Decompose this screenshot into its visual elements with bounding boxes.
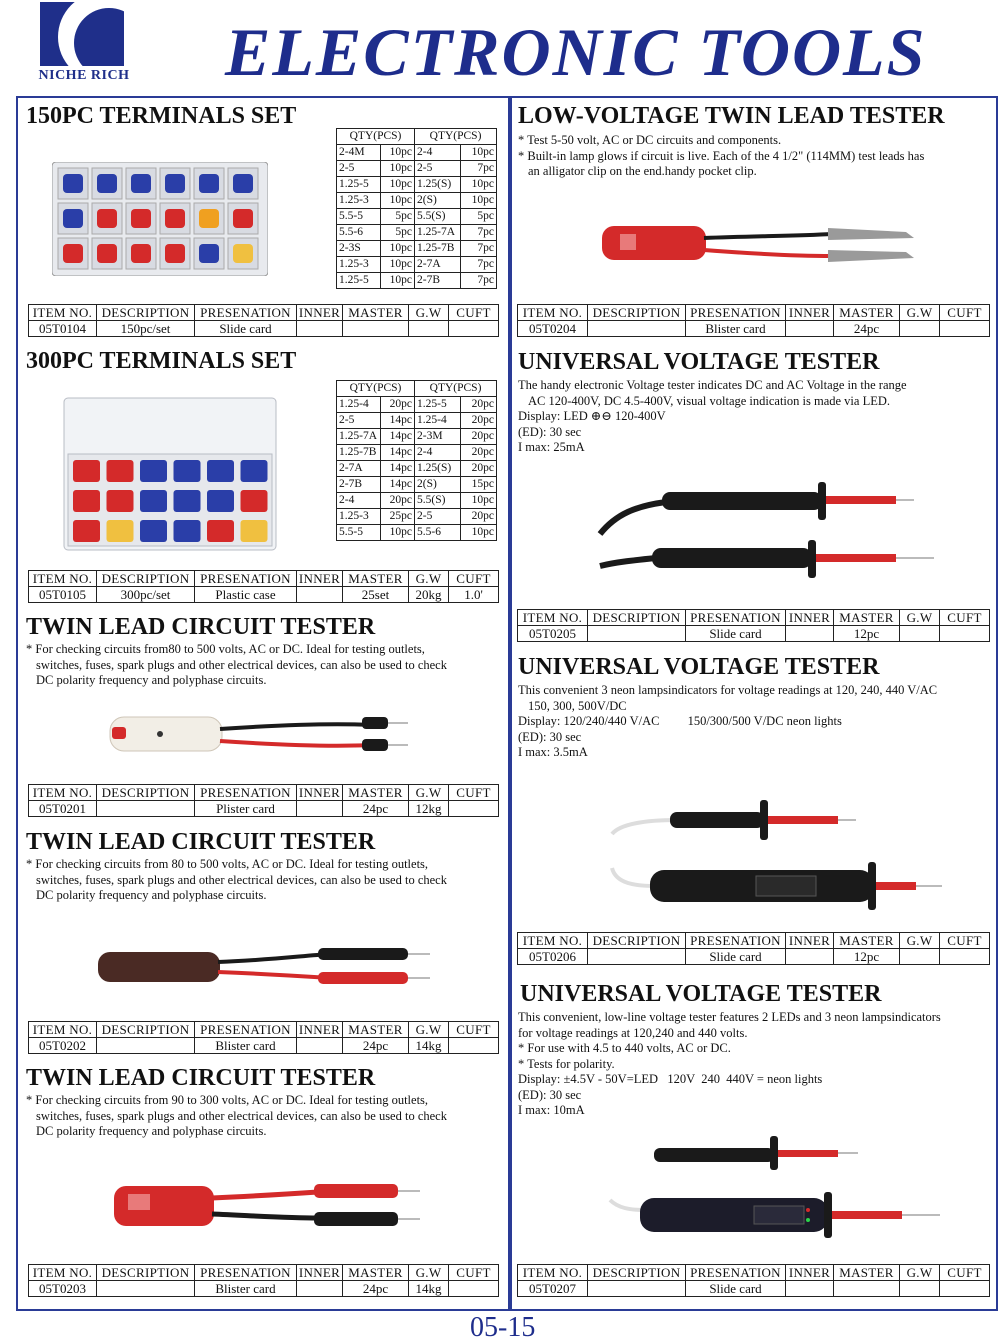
terminal-size: 2-4M: [337, 145, 381, 161]
table-cell: 05T0205: [518, 626, 588, 642]
column-header: DESCRIPTION: [97, 1022, 195, 1038]
column-header: INNER: [786, 610, 834, 626]
qty-count: 10pc: [461, 193, 497, 209]
column-header: CUFT: [940, 305, 990, 321]
product-description: This convenient 3 neon lampsindicators for voltage readings at 120, 240, 440 V/AC 150, 300, 500V/DC Display: 120/240/440 V/AC 150/300/500 V/DC neon lights (ED): 30 sec I max: 3.5mA: [518, 683, 938, 759]
column-header: ITEM NO.: [29, 1265, 97, 1281]
terminal-kit-300-image: [62, 396, 278, 552]
terminal-size: 2-4: [415, 145, 461, 161]
qty-row: [337, 273, 497, 289]
qty-table-150: [336, 128, 497, 289]
qty-table-300: [336, 380, 497, 541]
column-header: INNER: [786, 1265, 834, 1281]
terminal-size: 2-4: [415, 445, 461, 461]
table-row: [518, 321, 990, 337]
table-cell: 12pc: [834, 949, 900, 965]
table-cell: Slide card: [686, 1281, 786, 1297]
table-cell: 24pc: [343, 1038, 409, 1054]
terminal-size: 1.25-5: [415, 397, 461, 413]
qty-row: [337, 461, 497, 477]
table-cell: [900, 626, 940, 642]
qty-row: [337, 413, 497, 429]
table-cell: [449, 1281, 499, 1297]
item-table-05T0207: [517, 1264, 990, 1297]
column-header: PRESENATION: [686, 305, 786, 321]
column-header: CUFT: [449, 571, 499, 587]
table-row: [518, 1281, 990, 1297]
column-header: ITEM NO.: [29, 571, 97, 587]
column-header: G.W: [409, 1022, 449, 1038]
table-cell: [940, 321, 990, 337]
item-table-05T0202: [28, 1021, 499, 1054]
qty-count: 20pc: [461, 397, 497, 413]
item-table-05T0206: [517, 932, 990, 965]
table-cell: 24pc: [343, 801, 409, 817]
table-cell: [786, 1281, 834, 1297]
qty-header: QTY(PCS): [415, 129, 497, 145]
column-header: MASTER: [343, 785, 409, 801]
qty-row: [337, 145, 497, 161]
terminal-size: 1.25-7B: [337, 445, 381, 461]
qty-count: 10pc: [381, 525, 415, 541]
page-title: ELECTRONIC TOOLS: [225, 14, 927, 90]
qty-count: 5pc: [461, 209, 497, 225]
column-header: INNER: [297, 1265, 343, 1281]
column-header: MASTER: [834, 305, 900, 321]
table-cell: 05T0201: [29, 801, 97, 817]
table-cell: [834, 1281, 900, 1297]
qty-count: 20pc: [381, 397, 415, 413]
column-header: DESCRIPTION: [97, 1265, 195, 1281]
column-header: ITEM NO.: [518, 933, 588, 949]
table-header-row: [29, 571, 499, 587]
product-description: * For checking circuits from 90 to 300 volts, AC or DC. Ideal for testing outlets, switches, fuses, spark plugs and other electrical devices, can also be used to check DC polarity frequency and polyphase circuits.: [26, 1093, 447, 1138]
terminal-size: 5.5-5: [337, 209, 381, 225]
table-header-row: [518, 933, 990, 949]
terminal-size: 2(S): [415, 477, 461, 493]
table-cell: [588, 1281, 686, 1297]
qty-count: 25pc: [381, 509, 415, 525]
table-cell: [297, 1281, 343, 1297]
qty-count: 10pc: [381, 161, 415, 177]
qty-count: 10pc: [381, 145, 415, 161]
column-header: INNER: [786, 933, 834, 949]
column-header: PRESENATION: [195, 571, 297, 587]
table-cell: [588, 949, 686, 965]
product-heading: LOW-VOLTAGE TWIN LEAD TESTER: [518, 103, 945, 129]
table-cell: [449, 321, 499, 337]
column-header: PRESENATION: [195, 1022, 297, 1038]
item-table-300pc: [28, 570, 499, 603]
table-row: [29, 1038, 499, 1054]
column-header: CUFT: [940, 933, 990, 949]
universal-voltage-tester-led-image: [596, 474, 942, 578]
terminal-size: 5.5-6: [337, 225, 381, 241]
qty-count: 5pc: [381, 225, 415, 241]
table-cell: 300pc/set: [97, 587, 195, 603]
table-row: [518, 949, 990, 965]
qty-header: QTY(PCS): [337, 381, 415, 397]
terminal-size: 2-3S: [337, 241, 381, 257]
logo-text: NICHE RICH: [38, 68, 130, 83]
table-cell: Blister card: [195, 1038, 297, 1054]
table-cell: 20kg: [409, 587, 449, 603]
table-cell: 05T0104: [29, 321, 97, 337]
terminal-size: 2-5: [415, 509, 461, 525]
terminal-size: 2-7A: [337, 461, 381, 477]
qty-count: 7pc: [461, 225, 497, 241]
item-table-05T0201: [28, 784, 499, 817]
twin-lead-tester-red-image: [108, 1170, 428, 1242]
column-header: ITEM NO.: [518, 610, 588, 626]
terminal-size: 1.25(S): [415, 177, 461, 193]
item-table-150pc: [28, 304, 499, 337]
product-heading: TWIN LEAD CIRCUIT TESTER: [26, 829, 376, 855]
product-heading: UNIVERSAL VOLTAGE TESTER: [518, 349, 880, 375]
table-cell: [588, 321, 686, 337]
qty-count: 7pc: [461, 161, 497, 177]
terminal-size: 2-4: [337, 493, 381, 509]
table-cell: 05T0202: [29, 1038, 97, 1054]
column-header: PRESENATION: [195, 785, 297, 801]
column-header: CUFT: [449, 305, 499, 321]
product-heading: TWIN LEAD CIRCUIT TESTER: [26, 614, 376, 640]
product-heading: UNIVERSAL VOLTAGE TESTER: [518, 654, 880, 680]
qty-row: [337, 429, 497, 445]
table-cell: [297, 587, 343, 603]
product-heading: 300PC TERMINALS SET: [26, 348, 297, 374]
qty-row: [337, 477, 497, 493]
column-header: CUFT: [449, 785, 499, 801]
column-header: INNER: [297, 785, 343, 801]
table-row: [29, 801, 499, 817]
product-heading: 150PC TERMINALS SET: [26, 103, 297, 129]
qty-count: 20pc: [461, 413, 497, 429]
table-cell: 14kg: [409, 1038, 449, 1054]
table-row: [29, 321, 499, 337]
table-header-row: [29, 785, 499, 801]
column-header: G.W: [409, 785, 449, 801]
qty-count: 10pc: [381, 257, 415, 273]
table-cell: 25set: [343, 587, 409, 603]
column-header: DESCRIPTION: [588, 933, 686, 949]
column-header: G.W: [409, 571, 449, 587]
qty-count: 14pc: [381, 445, 415, 461]
terminal-size: 5.5-6: [415, 525, 461, 541]
qty-count: 20pc: [461, 509, 497, 525]
qty-count: 10pc: [381, 193, 415, 209]
table-header-row: [518, 305, 990, 321]
qty-count: 14pc: [381, 461, 415, 477]
column-header: PRESENATION: [195, 1265, 297, 1281]
qty-count: 10pc: [461, 177, 497, 193]
qty-count: 20pc: [461, 461, 497, 477]
table-cell: [297, 801, 343, 817]
table-row: [518, 626, 990, 642]
column-header: G.W: [409, 1265, 449, 1281]
product-description: This convenient, low-line voltage tester features 2 LEDs and 3 neon lampsindicators for voltage readings at 120,240 and 440 volts. * For use with 4.5 to 440 volts, AC or DC. * Tests for polarity. Display: ±4.5V - 50V=LED 120V 240 440V = neon lights (ED): 30 sec I max: 10mA: [518, 1010, 941, 1117]
terminal-size: 2-5: [415, 161, 461, 177]
table-cell: [343, 321, 409, 337]
qty-row: [337, 193, 497, 209]
table-header-row: [518, 610, 990, 626]
qty-row: [337, 509, 497, 525]
table-cell: Slide card: [686, 626, 786, 642]
table-cell: 150pc/set: [97, 321, 195, 337]
item-table-05T0204: [517, 304, 990, 337]
table-row: [29, 587, 499, 603]
terminal-size: 1.25-3: [337, 257, 381, 273]
qty-count: 14pc: [381, 429, 415, 445]
qty-count: 14pc: [381, 477, 415, 493]
terminal-size: 2(S): [415, 193, 461, 209]
qty-count: 15pc: [461, 477, 497, 493]
terminal-kit-150-image: [52, 162, 268, 276]
qty-row: [337, 397, 497, 413]
qty-row: [337, 161, 497, 177]
table-cell: 05T0206: [518, 949, 588, 965]
product-heading: UNIVERSAL VOLTAGE TESTER: [520, 981, 882, 1007]
table-cell: [97, 1281, 195, 1297]
table-cell: [409, 321, 449, 337]
terminal-size: 1.25-5: [337, 177, 381, 193]
table-header-row: [29, 1265, 499, 1281]
column-header: INNER: [297, 305, 343, 321]
product-description: * For checking circuits from 80 to 500 volts, AC or DC. Ideal for testing outlets, switches, fuses, spark plugs and other electrical devices, can also be used to check DC polarity frequency and polyphase circuits.: [26, 857, 447, 902]
qty-count: 10pc: [461, 145, 497, 161]
column-header: MASTER: [343, 305, 409, 321]
qty-row: [337, 493, 497, 509]
table-cell: [97, 1038, 195, 1054]
qty-row: [337, 177, 497, 193]
table-cell: 05T0204: [518, 321, 588, 337]
qty-count: 10pc: [381, 273, 415, 289]
item-table-05T0205: [517, 609, 990, 642]
table-cell: [940, 1281, 990, 1297]
terminal-size: 2-7B: [337, 477, 381, 493]
column-header: MASTER: [834, 1265, 900, 1281]
column-header: G.W: [900, 1265, 940, 1281]
column-header: MASTER: [343, 571, 409, 587]
product-description: The handy electronic Voltage tester indicates DC and AC Voltage in the range AC 120-400V, DC 4.5-400V, visual voltage indication is made via LED. Display: LED ⊕⊖ 120-400V (ED): 30 sec I max: 25mA: [518, 378, 907, 454]
column-header: ITEM NO.: [518, 305, 588, 321]
terminal-size: 2-7A: [415, 257, 461, 273]
table-cell: [297, 1038, 343, 1054]
terminal-size: 2-7B: [415, 273, 461, 289]
table-header-row: [518, 1265, 990, 1281]
table-cell: 05T0105: [29, 587, 97, 603]
table-cell: [786, 321, 834, 337]
qty-header-row: [337, 381, 497, 397]
table-cell: 24pc: [343, 1281, 409, 1297]
column-header: MASTER: [834, 610, 900, 626]
column-header: G.W: [900, 933, 940, 949]
column-header: CUFT: [449, 1265, 499, 1281]
table-cell: [449, 1038, 499, 1054]
terminal-size: 5.5(S): [415, 209, 461, 225]
table-cell: Blister card: [686, 321, 786, 337]
column-header: DESCRIPTION: [97, 571, 195, 587]
qty-header: QTY(PCS): [415, 381, 497, 397]
table-cell: [97, 801, 195, 817]
qty-row: [337, 209, 497, 225]
terminal-size: 2-5: [337, 413, 381, 429]
company-logo: [40, 2, 124, 66]
table-cell: [940, 949, 990, 965]
column-header: DESCRIPTION: [588, 610, 686, 626]
qty-count: 10pc: [461, 493, 497, 509]
table-cell: 05T0203: [29, 1281, 97, 1297]
column-header: CUFT: [940, 1265, 990, 1281]
terminal-size: 1.25(S): [415, 461, 461, 477]
table-cell: [940, 626, 990, 642]
column-header: DESCRIPTION: [588, 1265, 686, 1281]
qty-count: 10pc: [381, 177, 415, 193]
qty-count: 7pc: [461, 241, 497, 257]
table-cell: 12pc: [834, 626, 900, 642]
product-heading: TWIN LEAD CIRCUIT TESTER: [26, 1065, 376, 1091]
twin-lead-tester-white-image: [100, 705, 420, 765]
qty-count: 20pc: [461, 445, 497, 461]
terminal-size: 1.25-3: [337, 193, 381, 209]
terminal-size: 5.5(S): [415, 493, 461, 509]
table-cell: 24pc: [834, 321, 900, 337]
qty-row: [337, 257, 497, 273]
column-header: CUFT: [449, 1022, 499, 1038]
universal-voltage-tester-neon-image: [606, 794, 948, 918]
table-cell: [900, 321, 940, 337]
column-header: MASTER: [343, 1022, 409, 1038]
page-number: 05-15: [470, 1312, 536, 1343]
table-cell: Plister card: [195, 801, 297, 817]
qty-count: 7pc: [461, 257, 497, 273]
qty-count: 20pc: [381, 493, 415, 509]
terminal-size: 1.25-4: [337, 397, 381, 413]
terminal-size: 1.25-4: [415, 413, 461, 429]
terminal-size: 1.25-7A: [337, 429, 381, 445]
qty-count: 20pc: [461, 429, 497, 445]
column-header: ITEM NO.: [518, 1265, 588, 1281]
terminal-size: 1.25-7A: [415, 225, 461, 241]
table-cell: [297, 321, 343, 337]
terminal-size: 2-3M: [415, 429, 461, 445]
column-header: INNER: [297, 1022, 343, 1038]
column-header: CUFT: [940, 610, 990, 626]
terminal-size: 5.5-5: [337, 525, 381, 541]
table-cell: Slide card: [195, 321, 297, 337]
column-header: G.W: [409, 305, 449, 321]
qty-row: [337, 241, 497, 257]
qty-count: 10pc: [381, 241, 415, 257]
terminal-size: 1.25-5: [337, 273, 381, 289]
twin-lead-tester-brown-image: [90, 930, 440, 1004]
column-header: ITEM NO.: [29, 785, 97, 801]
column-header: DESCRIPTION: [588, 305, 686, 321]
table-cell: Slide card: [686, 949, 786, 965]
qty-row: [337, 225, 497, 241]
qty-count: 10pc: [461, 525, 497, 541]
table-cell: Plastic case: [195, 587, 297, 603]
low-line-voltage-tester-image: [604, 1130, 946, 1248]
table-cell: Blister card: [195, 1281, 297, 1297]
table-cell: [900, 949, 940, 965]
table-cell: [588, 626, 686, 642]
qty-header-row: [337, 129, 497, 145]
table-cell: 12kg: [409, 801, 449, 817]
qty-count: 14pc: [381, 413, 415, 429]
column-header: MASTER: [343, 1265, 409, 1281]
product-description: * For checking circuits from80 to 500 volts, AC or DC. Ideal for testing outlets, switches, fuses, spark plugs and other electrical devices, can also be used to check DC polarity frequency and polyphase circuits.: [26, 642, 447, 687]
table-header-row: [29, 1022, 499, 1038]
terminal-size: 2-5: [337, 161, 381, 177]
table-cell: [786, 949, 834, 965]
column-header: G.W: [900, 305, 940, 321]
column-header: ITEM NO.: [29, 305, 97, 321]
qty-count: 5pc: [381, 209, 415, 225]
column-header: PRESENATION: [686, 1265, 786, 1281]
table-header-row: [29, 305, 499, 321]
table-cell: 14kg: [409, 1281, 449, 1297]
qty-row: [337, 445, 497, 461]
column-header: ITEM NO.: [29, 1022, 97, 1038]
qty-row: [337, 525, 497, 541]
product-description: * Test 5-50 volt, AC or DC circuits and components. * Built-in lamp glows if circuit is live. Each of the 4 1/2" (114MM) test leads has an alligator clip on the end.handy pocket clip.: [518, 133, 925, 178]
terminal-size: 1.25-7B: [415, 241, 461, 257]
table-row: [29, 1281, 499, 1297]
qty-count: 7pc: [461, 273, 497, 289]
column-header: PRESENATION: [686, 610, 786, 626]
low-voltage-tester-image: [596, 214, 926, 270]
column-header: DESCRIPTION: [97, 305, 195, 321]
item-table-05T0203: [28, 1264, 499, 1297]
table-cell: [786, 626, 834, 642]
column-header: INNER: [786, 305, 834, 321]
table-cell: [900, 1281, 940, 1297]
column-header: G.W: [900, 610, 940, 626]
column-header: INNER: [297, 571, 343, 587]
column-header: DESCRIPTION: [97, 785, 195, 801]
table-cell: 1.0': [449, 587, 499, 603]
table-cell: 05T0207: [518, 1281, 588, 1297]
column-header: PRESENATION: [195, 305, 297, 321]
terminal-size: 1.25-3: [337, 509, 381, 525]
qty-header: QTY(PCS): [337, 129, 415, 145]
table-cell: [449, 801, 499, 817]
column-header: MASTER: [834, 933, 900, 949]
column-header: PRESENATION: [686, 933, 786, 949]
